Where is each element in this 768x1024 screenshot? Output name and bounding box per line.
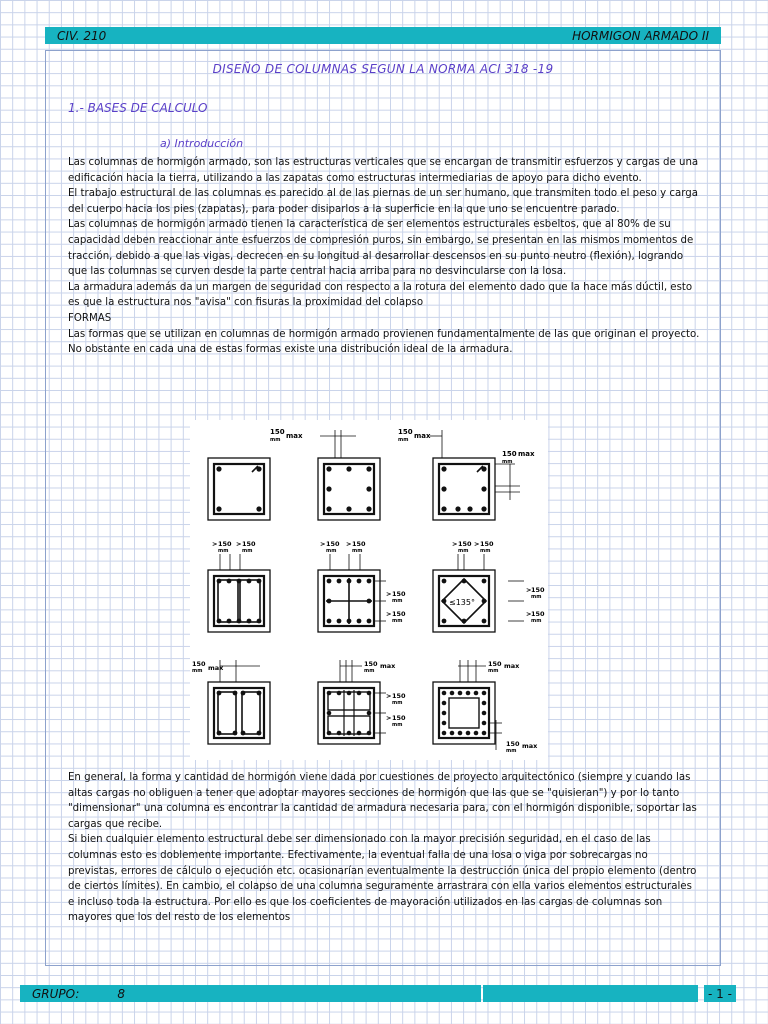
svg-text:max: max — [414, 432, 431, 440]
section-8-bars-spaced — [433, 458, 495, 520]
svg-text:>: > — [320, 540, 326, 548]
svg-text:>: > — [386, 610, 392, 618]
svg-text:mm: mm — [458, 548, 469, 554]
closing-text — [68, 770, 700, 926]
svg-text:150: 150 — [364, 660, 378, 668]
paragraph: La armadura además da un margen de seguridad con respecto a la rotura del elemento dado que la hace más dúctil, esto es que la estructura nos "avisa" con fisuras la proximidad del colapso — [68, 281, 693, 309]
paragraph: Las columnas de hormigón armado tienen la característica de ser elementos estructurales esbeltos, que al 80% de su capacidad deben reaccionar ante esfuerzos de compresión puros, sin embargo, se presentan en las mismos momentos de tracción, debido a que las vigas, decrecen en su longitud al desarrollar descensos en su punto neutro (flexión), logrando que las columnas se curven desde la parte central hacia arriba para no desvincularse con la losa. — [68, 219, 694, 278]
svg-text:mm: mm — [398, 437, 409, 443]
dim-lines — [220, 554, 524, 621]
svg-text:150: 150 — [270, 428, 285, 436]
svg-text:mm: mm — [531, 594, 542, 600]
svg-text:150: 150 — [242, 540, 256, 548]
svg-text:150: 150 — [392, 610, 406, 618]
svg-text:mm: mm — [480, 548, 491, 554]
svg-text:>: > — [386, 714, 392, 722]
svg-text:max: max — [504, 662, 520, 670]
svg-text:150: 150 — [488, 660, 502, 668]
svg-text:mm: mm — [506, 748, 517, 754]
column-sections-diagram: 150 150mm max 150mm max 150mm max ≤135° > 150mm > 150mm > 150mm > 150mm > 150mm > 150mm > 150mm > 150mm > 150mm > 150mm 150mm max 150mm max 150mm max > 150mm > 150mm 150mm max — [190, 414, 545, 754]
svg-text:max: max — [286, 432, 303, 440]
section-perimeter-bars — [433, 682, 495, 744]
svg-text:150: 150 — [326, 540, 340, 548]
svg-text:150: 150 — [506, 740, 520, 748]
svg-text:>: > — [236, 540, 242, 548]
svg-text:mm: mm — [242, 548, 253, 554]
section-cross-ties — [318, 570, 380, 632]
svg-text:>: > — [452, 540, 458, 548]
group-label: GRUPO: — [32, 986, 80, 1001]
section-8-bars — [318, 458, 380, 520]
svg-text:mm: mm — [326, 548, 337, 554]
svg-text:>: > — [474, 540, 480, 548]
svg-text:>: > — [386, 692, 392, 700]
svg-text:>: > — [526, 586, 532, 594]
formas-heading: FORMAS — [68, 312, 112, 324]
column-reinforcement-figure — [190, 414, 548, 760]
svg-text:>: > — [346, 540, 352, 548]
svg-text:150: 150 — [392, 714, 406, 722]
svg-text:150: 150 — [392, 590, 406, 598]
dim-lines — [220, 660, 502, 750]
svg-text:≤135°: ≤135° — [449, 598, 475, 607]
svg-text:150: 150 — [502, 450, 517, 458]
section-4-bars — [208, 458, 270, 520]
svg-text:mm: mm — [192, 668, 203, 674]
svg-text:150: 150 — [458, 540, 472, 548]
svg-text:150: 150 — [352, 540, 366, 548]
svg-text:max: max — [208, 664, 224, 672]
svg-text:mm: mm — [531, 618, 542, 624]
section-diamond-tie — [433, 570, 495, 632]
paragraph: Si bien cualquier elemento estructural debe ser dimensionado con la mayor precisión seguridad, en el caso de las columnas esto es doblemente importante. Efectivamente, la eventual falla de una losa o viga por sobrecargas no previstas, errores de cálculo o ejecución etc. ocasionarían eventualmente la destrucción única del propio elemento (dentro de ciertos límites). En cambio, el colapso de una columna seguramente arrastrara con ella varios elementos estructurales e incluso toda la estructura. Por ello es que los coeficientes de mayoración utilizados en las cargas de columnas son mayores que los del resto de los elementos — [68, 834, 697, 924]
footer-band — [483, 985, 698, 1002]
svg-text:>: > — [212, 540, 218, 548]
intro-text — [68, 155, 700, 358]
section-crossties-12 — [318, 682, 380, 744]
svg-text:150: 150 — [218, 540, 232, 548]
group-number: 8 — [117, 986, 126, 1001]
svg-text:mm: mm — [218, 548, 229, 554]
svg-text:max: max — [518, 450, 535, 458]
svg-text:mm: mm — [352, 548, 363, 554]
svg-text:mm: mm — [502, 459, 513, 465]
svg-text:150: 150 — [192, 660, 206, 668]
page-number: - 1 - — [704, 985, 736, 1002]
svg-text:150: 150 — [531, 586, 545, 594]
svg-text:150: 150 — [392, 692, 406, 700]
svg-text:mm: mm — [364, 668, 375, 674]
svg-text:150: 150 — [398, 428, 413, 436]
document-title: DISEÑO DE COLUMNAS SEGUN LA NORMA ACI 318 -19 — [212, 62, 554, 76]
course-name: HORMIGON ARMADO II — [572, 28, 709, 43]
svg-text:>: > — [526, 610, 532, 618]
svg-text:mm: mm — [392, 700, 403, 706]
paragraph: En general, la forma y cantidad de hormigón viene dada por cuestiones de proyecto arquitectónico (siempre y cuando las altas cargas no obliguen a tener que adoptar mayores secciones de hormigón que las que se "quisieran") y por lo tanto "dimensionar" una columna es encontrar la cantidad de armadura necesaria para, con el hormigón disponible, soportar las cargas que recibe. — [68, 772, 697, 830]
paragraph: Las formas que se utilizan en columnas de hormigón armado provienen fundamentalmente de las que originan el proyecto. No obstante en cada una de estas formas existe una distribución ideal de la armadura. — [68, 328, 700, 356]
dim-label — [192, 660, 538, 754]
section-double-tie-8 — [208, 682, 270, 744]
section-double-tie — [208, 570, 270, 632]
course-code: CIV. 210 — [57, 28, 107, 43]
svg-text:150: 150 — [531, 610, 545, 618]
svg-text:max: max — [522, 742, 538, 750]
svg-text:>: > — [386, 590, 392, 598]
svg-text:mm: mm — [392, 598, 403, 604]
svg-text:max: max — [380, 662, 396, 670]
paragraph: El trabajo estructural de las columnas es parecido al de las piernas de un ser humano, que transmiten todo el peso y carga del cuerpo hacia los pies (zapatas), para poder disiparlos a la superficie en la que uno se encuentre parado. — [68, 188, 698, 215]
paragraph: Las columnas de hormigón armado, son las estructuras verticales que se encargan de transmitir esfuerzos y cargas de una edificación hacia la tierra, utilizando a las zapatas como estructuras intermediarias de apoyo para dicho evento. — [68, 157, 699, 184]
subsection-heading: a) Introducción — [160, 137, 244, 150]
page-footer — [20, 985, 736, 1002]
svg-text:150: 150 — [480, 540, 494, 548]
section-heading: 1.- BASES DE CALCULO — [68, 101, 208, 115]
svg-text:mm: mm — [488, 668, 499, 674]
svg-text:mm: mm — [392, 722, 403, 728]
group-band — [20, 985, 481, 1002]
svg-text:mm: mm — [270, 437, 281, 443]
page-header — [45, 27, 721, 44]
svg-text:mm: mm — [392, 618, 403, 624]
